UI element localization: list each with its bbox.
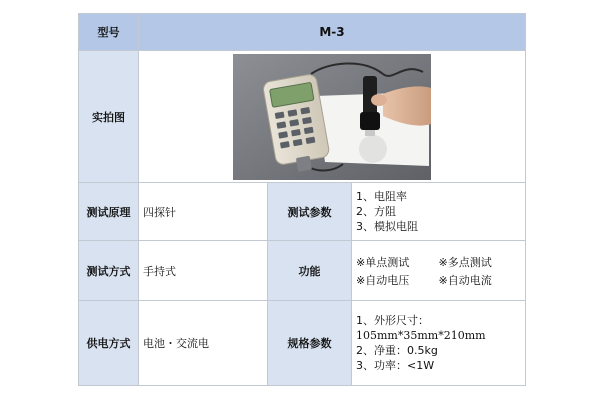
params-item: 2、方阻 (356, 205, 396, 218)
product-photo (233, 54, 431, 180)
principle-label: 测试原理 (79, 183, 139, 241)
model-value: M-3 (139, 14, 526, 51)
params-item: 3、模拟电阻 (356, 220, 418, 233)
method-value: 手持式 (139, 241, 268, 301)
model-row (79, 14, 526, 51)
power-value: 电池・交流电 (139, 301, 268, 386)
function-list (352, 241, 526, 301)
photo-cell (139, 51, 526, 183)
spec-item: 1、外形尺寸： (356, 314, 429, 327)
params-label: 测试参数 (268, 183, 352, 241)
function-label: 功能 (268, 241, 352, 301)
spec-item: 2、净重：0.5kg (356, 344, 438, 357)
spec-item: 3、功率：<1W (356, 359, 435, 372)
photo-label: 实拍图 (79, 51, 139, 183)
power-row (79, 301, 526, 386)
method-row (79, 241, 526, 301)
photo-row (79, 51, 526, 183)
method-label: 测试方式 (79, 241, 139, 301)
function-item: ※多点测试 (438, 255, 492, 269)
params-list (352, 183, 526, 241)
four-point-probe (360, 76, 380, 136)
params-item: 1、电阻率 (356, 190, 407, 203)
function-item: ※单点测试 (356, 255, 410, 269)
spec-item: 105mm*35mm*210mm (356, 329, 486, 342)
spec-list (352, 301, 526, 386)
function-item: ※自动电流 (438, 273, 492, 287)
model-label: 型号 (79, 14, 139, 51)
principle-value: 四探针 (139, 183, 268, 241)
spec-label: 规格参数 (268, 301, 352, 386)
principle-row (79, 183, 526, 241)
power-label: 供电方式 (79, 301, 139, 386)
spec-table (78, 13, 526, 386)
function-item: ※自动电压 (356, 273, 410, 287)
